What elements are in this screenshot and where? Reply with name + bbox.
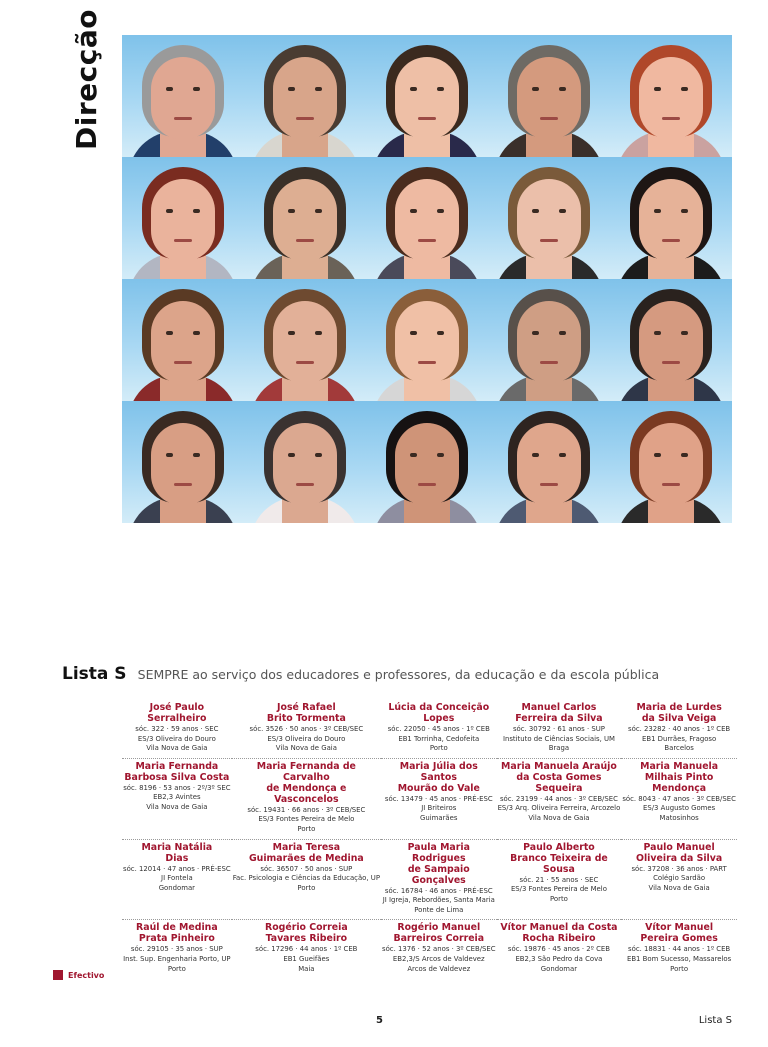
member-card [381,840,497,921]
member-membership: sóc. 37208 · 36 anos · PART [631,864,727,873]
portrait-mouth [662,483,680,486]
member-school: EB2,3 Avintes [153,793,201,802]
member-school: Instituto de Ciências Sociais, UM [502,734,615,743]
portrait-eye [654,87,661,91]
member-card [122,920,232,978]
member-location: Vila Nova de Gaia [648,883,710,892]
member-location: Porto [670,964,689,973]
member-card [381,759,497,840]
portrait-face [273,301,337,383]
member-card [621,920,737,978]
member-name: Maria Manuela Milhais Pinto Mendonça [640,760,719,794]
portrait-mouth [418,239,436,242]
portrait-mouth [418,483,436,486]
member-school: EB2,3/S Arcos de Valdevez [392,954,485,963]
portrait-eye [532,331,539,335]
member-location: Porto [550,894,568,903]
member-school: Colégio Sardão [653,874,706,883]
portrait-face [395,423,459,505]
member-membership: sóc. 18831 · 44 anos · 1º CEB [628,945,731,954]
member-school: ES/3 Fontes Pereira de Melo [258,815,355,824]
member-card [497,840,622,921]
portrait-mouth [174,117,192,120]
portrait-eye [532,87,539,91]
member-name: Maria Natália Dias [141,841,213,864]
member-location: Guimarães [420,813,458,822]
portrait-eye [437,209,444,213]
member-location: Barcelos [664,744,694,753]
portrait-eye [193,87,200,91]
portrait-eye [559,331,566,335]
portrait-mouth [540,483,558,486]
member-card [122,840,232,921]
portrait-eye [681,87,688,91]
portrait-photo [122,35,244,157]
portrait-eye [288,331,295,335]
member-name: Maria Fernanda de Carvalho de Mendonça e Vasconcelos [256,760,356,805]
portrait-photo [366,157,488,279]
member-card [381,920,497,978]
portrait-photo [610,279,732,401]
member-name: Rogério Manuel Barreiros Correia [393,922,485,945]
member-name: José Paulo Serralheiro [147,702,207,724]
portrait-face [273,57,337,139]
portrait-photo [610,401,732,523]
member-school: ES/3 Oliveira do Douro [137,734,216,743]
portrait-eye [315,331,322,335]
member-membership: sóc. 30792 · 61 anos · SUP [512,725,605,733]
portrait-eye [532,453,539,457]
portrait-eye [437,453,444,457]
portrait-face [395,301,459,383]
member-membership: sóc. 16784 · 46 anos · PRÉ-ESC [384,886,493,895]
member-name: José Rafael Brito Tormenta [266,702,346,724]
portrait-eye [410,331,417,335]
portrait-face [517,57,581,139]
portrait-photo [610,35,732,157]
portrait-photo [366,35,488,157]
portrait-photo [366,401,488,523]
member-school: JI Igreja, Rebordões, Santa Maria [382,896,495,905]
member-location: Vila Nova de Gaia [146,744,208,753]
member-location: Gondomar [540,964,578,973]
member-location: Porto [297,824,316,833]
portrait-eye [166,209,173,213]
portrait-photo [488,401,610,523]
portrait-eye [532,209,539,213]
portrait-mouth [418,117,436,120]
portrait-face [273,423,337,505]
member-name: Maria Teresa Guimarães de Medina [248,841,364,864]
portrait-face [151,57,215,139]
portrait-face [517,301,581,383]
portrait-eye [288,453,295,457]
member-card [232,700,381,759]
portrait-mouth [296,239,314,242]
member-school: EB1 Durrães, Fragoso [642,734,717,743]
portrait-face [517,179,581,261]
portrait-eye [410,209,417,213]
portrait-eye [681,453,688,457]
portrait-eye [654,453,661,457]
portrait-eye [654,209,661,213]
footer-label: Lista S [698,1015,732,1026]
member-location: Arcos de Valdevez [407,964,471,973]
portrait-mouth [174,483,192,486]
portrait-face [639,57,703,139]
member-name: Maria Manuela Araújo da Costa Gomes Sequeira [501,760,617,794]
member-membership: sóc. 21 · 55 anos · SEC [519,875,599,884]
member-location: Ponte de Lima [414,905,464,914]
portrait-face [151,423,215,505]
portrait-eye [288,209,295,213]
portrait-eye [654,331,661,335]
member-card [621,759,737,840]
member-name: Vítor Manuel da Costa Rocha Ribeiro [500,922,618,945]
member-location: Porto [297,883,316,892]
portrait-photo [122,401,244,523]
member-school: ES/3 Arq. Oliveira Ferreira, Arcozelo [497,804,621,813]
member-membership: sóc. 22050 · 45 anos · 1º CEB [387,725,490,733]
member-school: JI Briteiros [421,804,457,813]
portrait-mouth [662,117,680,120]
member-membership: sóc. 19876 · 45 anos · 2º CEB [507,945,610,954]
member-location: Vila Nova de Gaia [146,802,208,811]
member-membership: sóc. 23282 · 40 anos · 1º CEB [628,725,731,733]
member-school: EB1 Gueifães [283,954,330,963]
portrait-mouth [174,239,192,242]
member-school: Fac. Psicologia e Ciências da Educação, UP [232,874,380,883]
member-school: EB1 Bom Sucesso, Massarelos [626,954,732,963]
portrait-mouth [174,361,192,364]
member-membership: sóc. 29105 · 35 anos · SUP [130,945,223,954]
portrait-eye [166,331,173,335]
member-name: Paulo Alberto Branco Teixeira de Sousa [510,841,608,875]
legend-square-icon [53,970,63,980]
member-membership: sóc. 1376 · 52 anos · 3º CEB/SEC [381,945,496,954]
member-school: EB1 Torrinha, Cedofeita [398,734,480,743]
member-name: Manuel Carlos Ferreira da Silva [515,702,603,724]
portrait-face [273,179,337,261]
member-card [232,759,381,840]
member-membership: sóc. 12014 · 47 anos · PRÉ-ESC [123,864,231,873]
member-card [232,840,381,921]
portrait-mouth [662,361,680,364]
member-membership: sóc. 8196 · 53 anos · 2º/3º SEC [123,783,231,792]
portrait-photo [244,157,366,279]
portrait-eye [166,453,173,457]
portrait-eye [315,453,322,457]
portrait-eye [410,453,417,457]
member-membership: sóc. 36507 · 50 anos · SUP [260,864,353,873]
member-membership: sóc. 3526 · 50 anos · 3º CEB/SEC [249,725,364,733]
portrait-photo [244,35,366,157]
portrait-mouth [540,361,558,364]
portrait-photo [488,35,610,157]
section-title: Direcção [70,9,103,150]
member-membership: sóc. 8043 · 47 anos · 3º CEB/SEC [622,794,736,803]
member-name: Lúcia da Conceição Lopes [388,702,490,724]
portrait-eye [559,209,566,213]
member-location: Braga [548,744,570,753]
photo-grid [122,35,732,523]
member-name: Maria Fernanda Barbosa Silva Costa [124,760,230,783]
member-school: ES/3 Oliveira do Douro [267,734,346,743]
portrait-photo [244,279,366,401]
member-membership: sóc. 23199 · 44 anos · 3º CEB/SEC [499,794,618,803]
portrait-face [639,301,703,383]
member-card [621,700,737,759]
portrait-face [395,179,459,261]
member-school: ES/3 Augusto Gomes [642,804,716,813]
member-name: Vítor Manuel Pereira Gomes [640,922,718,945]
member-school: ES/3 Fontes Pereira de Melo [510,885,607,894]
portrait-photo [610,157,732,279]
legend [53,970,104,980]
page-number: 5 [376,1015,383,1026]
portrait-eye [681,209,688,213]
member-name: Paula Maria Rodrigues de Sampaio Gonçalves [407,841,470,886]
portrait-photo [366,279,488,401]
member-location: Vila Nova de Gaia [275,744,337,753]
portrait-face [151,301,215,383]
members-grid [122,700,734,978]
member-card [122,700,232,759]
portrait-mouth [540,117,558,120]
portrait-eye [166,87,173,91]
portrait-eye [288,87,295,91]
member-location: Porto [167,964,186,973]
member-card [122,759,232,840]
portrait-mouth [296,483,314,486]
member-card [232,920,381,978]
portrait-photo [488,157,610,279]
portrait-eye [559,87,566,91]
portrait-eye [193,209,200,213]
portrait-photo [244,401,366,523]
portrait-eye [315,209,322,213]
portrait-face [395,57,459,139]
member-membership: sóc. 322 · 59 anos · SEC [135,725,219,733]
portrait-mouth [418,361,436,364]
member-membership: sóc. 13479 · 45 anos · PRÉ-ESC [384,794,493,803]
lista-header [62,664,752,684]
member-school: EB2,3 São Pedro da Cova [515,954,603,963]
member-card [497,759,622,840]
member-card [621,840,737,921]
member-membership: sóc. 19431 · 66 anos · 3º CEB/SEC [247,805,366,814]
member-name: Raúl de Medina Prata Pinheiro [136,922,218,945]
portrait-eye [410,87,417,91]
portrait-face [639,423,703,505]
portrait-eye [315,87,322,91]
member-name: Maria Júlia dos Santos Mourão do Vale [397,760,480,794]
member-location: Matosinhos [659,813,699,822]
portrait-eye [193,453,200,457]
portrait-face [151,179,215,261]
member-location: Vila Nova de Gaia [528,813,590,822]
member-card [497,920,622,978]
lista-slogan: SEMPRE ao serviço dos educadores e professores, da educação e da escola pública [137,667,660,682]
member-name: Maria de Lurdes da Silva Veiga [636,702,722,724]
portrait-eye [559,453,566,457]
portrait-eye [437,87,444,91]
lista-label: Lista S [62,664,127,684]
portrait-eye [681,331,688,335]
member-school: JI Fontela [161,874,193,883]
member-card [497,700,622,759]
member-location: Gondomar [158,883,195,892]
member-name: Rogério Correia Tavares Ribeiro [264,922,348,945]
portrait-eye [193,331,200,335]
portrait-photo [122,157,244,279]
member-name: Paulo Manuel Oliveira da Silva [636,841,723,864]
portrait-mouth [662,239,680,242]
member-location: Maia [298,964,315,973]
portrait-photo [488,279,610,401]
portrait-mouth [296,361,314,364]
portrait-mouth [296,117,314,120]
portrait-eye [437,331,444,335]
member-location: Porto [429,744,448,753]
member-membership: sóc. 17296 · 44 anos · 1º CEB [255,945,358,954]
member-school: Inst. Sup. Engenharia Porto, UP [123,954,231,963]
portrait-photo [122,279,244,401]
portrait-face [639,179,703,261]
portrait-face [517,423,581,505]
portrait-mouth [540,239,558,242]
legend-label: Efectivo [68,970,105,980]
member-card [381,700,497,759]
